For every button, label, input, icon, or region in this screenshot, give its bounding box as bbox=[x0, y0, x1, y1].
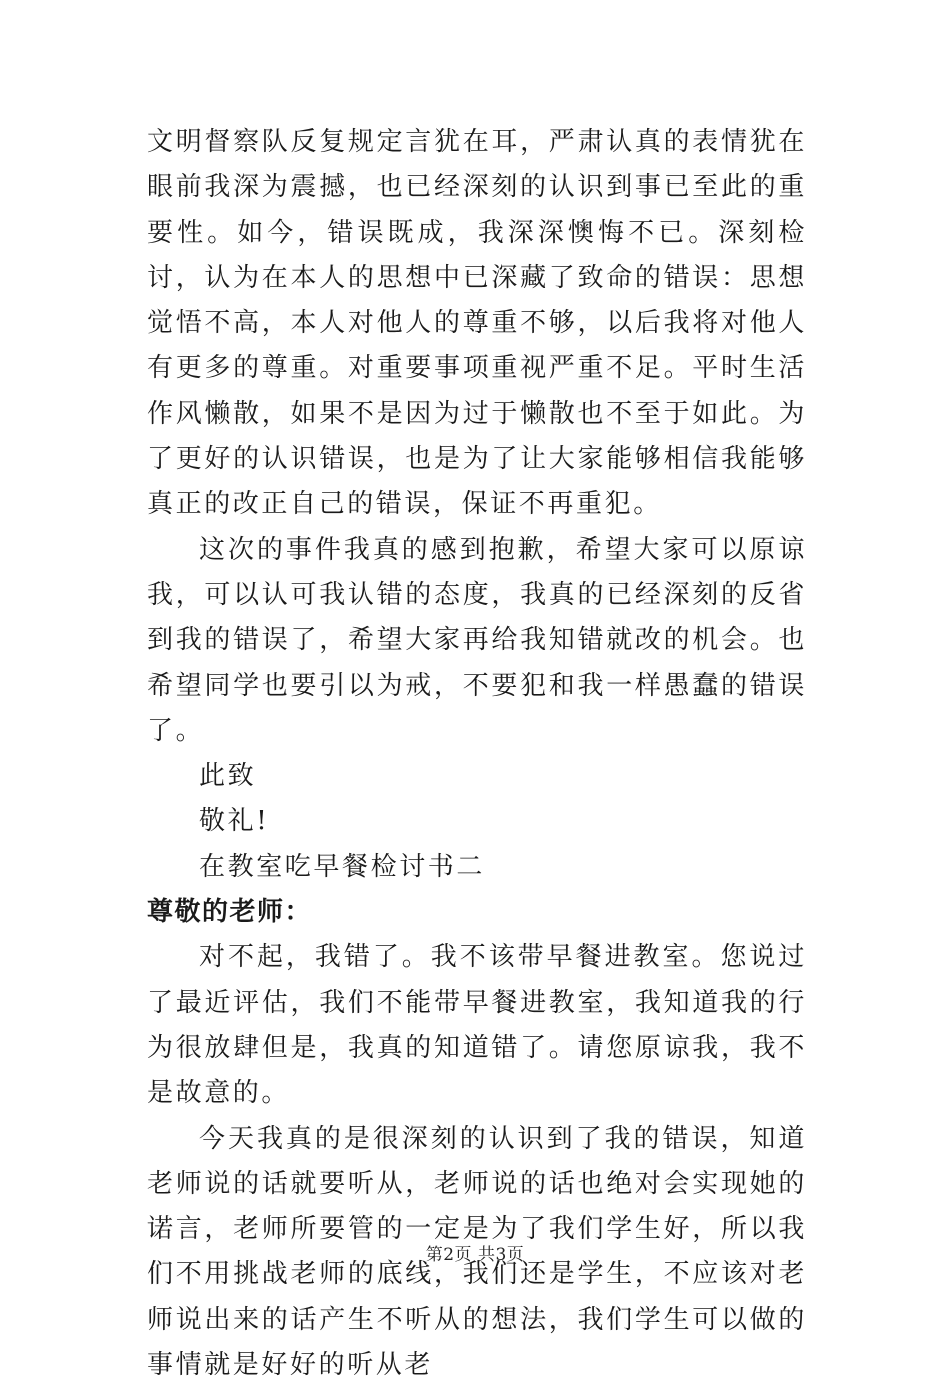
document-body bbox=[147, 120, 807, 1388]
page-number-footer: 第2页 共3页 bbox=[425, 1245, 525, 1265]
section-title: 在教室吃早餐检讨书二 bbox=[199, 851, 486, 882]
paragraph-continuation: 文明督察队反复规定言犹在耳，严肃认真的表情犹在眼前我深为震撼，也已经深刻的认识到事已至此的重要性。如今，错误既成，我深深懊悔不已。深刻检讨，认为在本人的思想中已深藏了致命的错误：思想觉悟不高，本人对他人的尊重不够，以后我将对他人有更多的尊重。对重要事项重视严重不足。平时生活作风懒散，如果不是因为过于懒散也不至于如此。为了更好的认识错误，也是为了让大家能够相信我能够真正的改正自己的错误，保证不再重犯。 bbox=[147, 127, 807, 520]
paragraph-apology: 这次的事件我真的感到抱歉，希望大家可以原谅我，可以认可我认错的态度，我真的已经深刻的反省到我的错误了，希望大家再给我知错就改的机会。也希望同学也要引以为戒，不要犯和我一样愚蠢的错误了。 bbox=[147, 534, 807, 746]
paragraph-reflection: 今天我真的是很深刻的认识到了我的错误，知道老师说的话就要听从，老师说的话也绝对会实现她的诺言，老师所要管的一定是为了我们学生好，所以我们不用挑战老师的底线，我们还是学生，不应该对老师说出来的话产生不听从的想法，我们学生可以做的事情就是好好的听从老 bbox=[147, 1123, 807, 1381]
closing-salutation: 此致 bbox=[199, 761, 257, 792]
paragraph-sorry: 对不起，我错了。我不该带早餐进教室。您说过了最近评估，我们不能带早餐进教室，我知道我的行为很放肆但是，我真的知道错了。请您原谅我，我不是故意的。 bbox=[147, 942, 807, 1109]
letter-greeting: 尊敬的老师： bbox=[147, 897, 313, 928]
closing-regards: 敬礼! bbox=[199, 806, 270, 837]
